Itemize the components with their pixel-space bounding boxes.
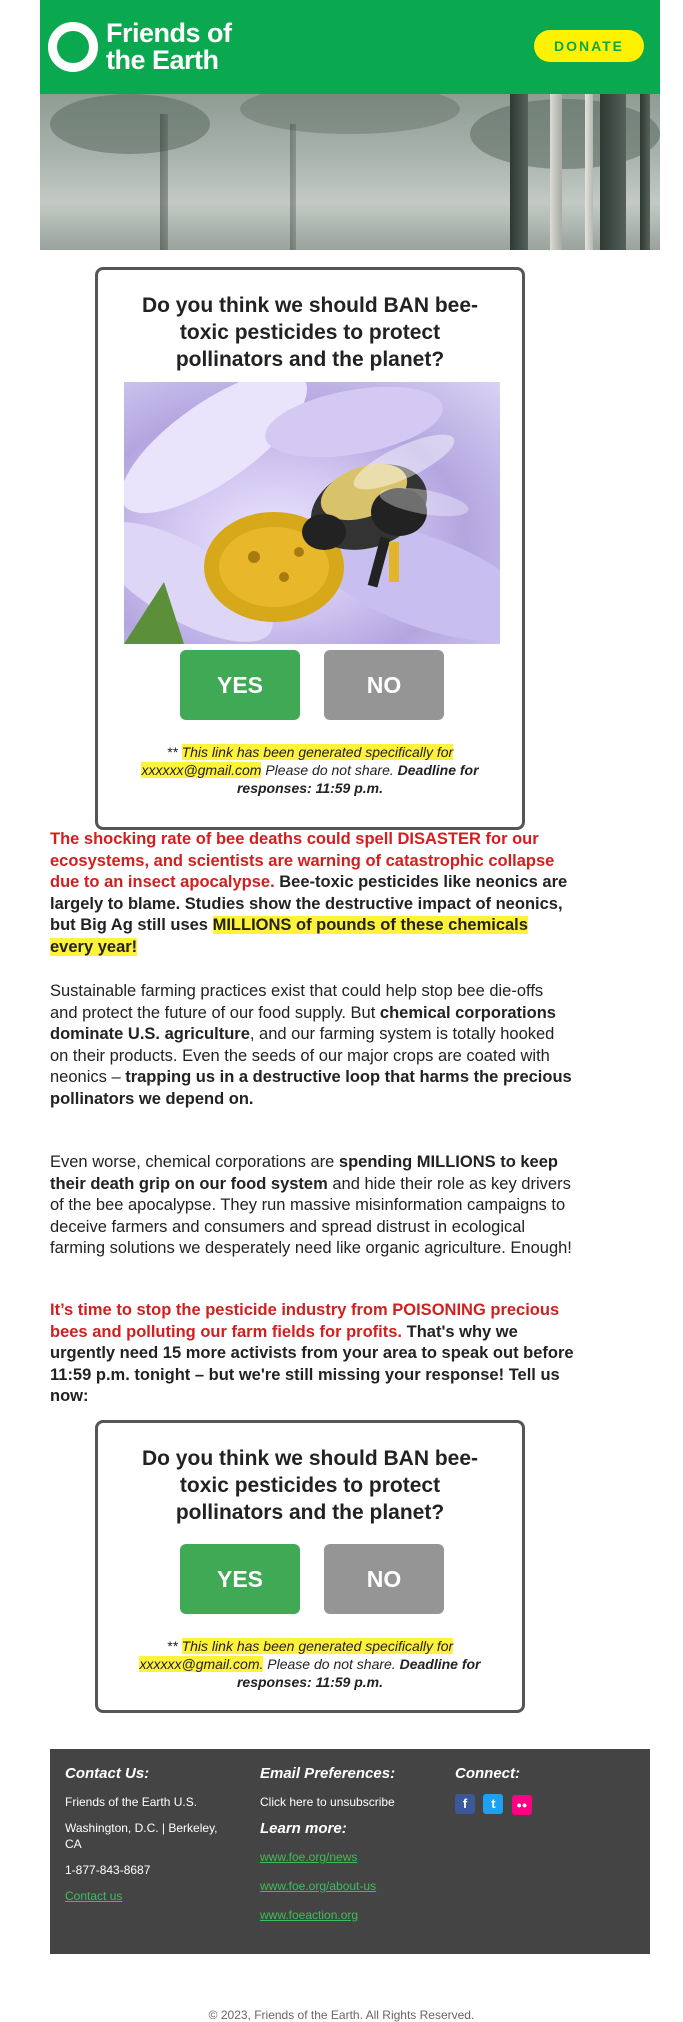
contact-us-link[interactable]: Contact us xyxy=(65,1889,123,1903)
poll-card-bottom xyxy=(95,1420,525,1713)
phone: 1-877-843-8687 xyxy=(65,1863,151,1877)
deadline-text: Deadline for responses: 11:59 p.m. xyxy=(236,762,479,796)
copyright: © 2023, Friends of the Earth. All Rights Reserved. xyxy=(208,2008,475,2022)
news-link[interactable]: www.foe.org/news xyxy=(260,1850,358,1864)
foeaction-link[interactable]: www.foeaction.org xyxy=(260,1908,359,1922)
header xyxy=(40,0,660,94)
address: Washington, D.C. | Berkeley, CA xyxy=(65,1821,218,1851)
article-paragraph-4: It’s time to stop the pesticide industry from POISONING precious bees and polluting our farm fields for profits. That's why we urgently need 15 more activists from your area to speak out before 11:59 p.m. tonight – but we're still missing your response! Tell us now: xyxy=(50,1301,574,1405)
article-paragraph-1: The shocking rate of bee deaths could spell DISASTER for our ecosystems, and scientists are warning of catastrophic collapse due to an insect apocalypse. Bee-toxic pesticides like neonics are largely to blame. Studies show the destructive impact of neonics, but Big Ag still uses MILLIONS of pounds of these chemicals every year! xyxy=(50,830,568,956)
learn-more-heading: Learn more: xyxy=(260,1820,347,1837)
poll-question: Do you think we should BAN bee-toxic pesticides to protect pollinators and the planet? xyxy=(141,1447,478,1524)
deadline-text: Deadline for responses: 11:59 p.m. xyxy=(236,1656,481,1690)
bee-on-flower-image xyxy=(124,382,500,644)
contact-heading: Contact Us: xyxy=(65,1765,150,1782)
article-paragraph-2: Sustainable farming practices exist that could help stop bee die-offs and protect the future of our food supply. But chemical corporations dominate U.S. agriculture, and our farming system is totally hooked on their products. Even the seeds of our major crops are coated with neonics – trapping us in a destructive loop that harms the precious pollinators we depend on. xyxy=(50,982,572,1108)
article-paragraph-3: Even worse, chemical corporations are spending MILLIONS to keep their death grip on our food system and hide their role as key drivers of the bee apocalypse. They run massive misinformation campaigns to deceive farmers and consumers and spread distrust in ecological farming solutions we desperately need like organic agriculture. Enough! xyxy=(50,1153,572,1257)
yes-button[interactable]: YES xyxy=(180,650,300,720)
email-preferences-heading: Email Preferences: xyxy=(260,1765,396,1782)
flickr-icon[interactable]: ●● xyxy=(512,1795,532,1815)
donate-button[interactable]: DONATE xyxy=(534,30,644,62)
yes-button[interactable]: YES xyxy=(180,1544,300,1614)
note-highlight: This link has been generated specifically for xxxxxx@gmail.com. xyxy=(139,1638,454,1672)
unsubscribe-link[interactable]: Click here to unsubscribe xyxy=(260,1795,395,1809)
note-highlight: This link has been generated specifically for xxxxxx@gmail.com xyxy=(141,744,454,778)
logo-text-line1: Friends of xyxy=(106,18,232,48)
about-us-link[interactable]: www.foe.org/about-us xyxy=(260,1879,377,1893)
org-name: Friends of the Earth U.S. xyxy=(65,1795,198,1809)
personalized-link-note: ** This link has been generated specifically for xxxxxx@gmail.com. Please do not share. Deadline for responses: 11:59 p.m. xyxy=(139,1638,481,1690)
logo-ring-icon xyxy=(48,22,98,72)
footer-connect-column xyxy=(455,1765,635,1815)
personalized-link-note: ** This link has been generated specifically for xxxxxx@gmail.com Please do not share. Deadline for responses: 11:59 p.m. xyxy=(141,744,479,796)
social-icons xyxy=(455,1794,635,1815)
footer-preferences-column xyxy=(260,1765,440,1936)
footer xyxy=(50,1749,650,1954)
no-button[interactable]: NO xyxy=(324,1544,444,1614)
facebook-icon[interactable]: f xyxy=(455,1794,475,1814)
no-button[interactable]: NO xyxy=(324,650,444,720)
poll-question: Do you think we should BAN bee-toxic pesticides to protect pollinators and the planet? xyxy=(141,294,478,371)
hero-forest-image xyxy=(40,94,660,250)
logo-text-line2: the Earth xyxy=(106,45,219,75)
footer-contact-column xyxy=(65,1765,235,1917)
twitter-icon[interactable]: t xyxy=(483,1794,503,1814)
connect-heading: Connect: xyxy=(455,1765,520,1782)
logo[interactable] xyxy=(48,16,232,78)
poll-card-top xyxy=(95,267,525,830)
